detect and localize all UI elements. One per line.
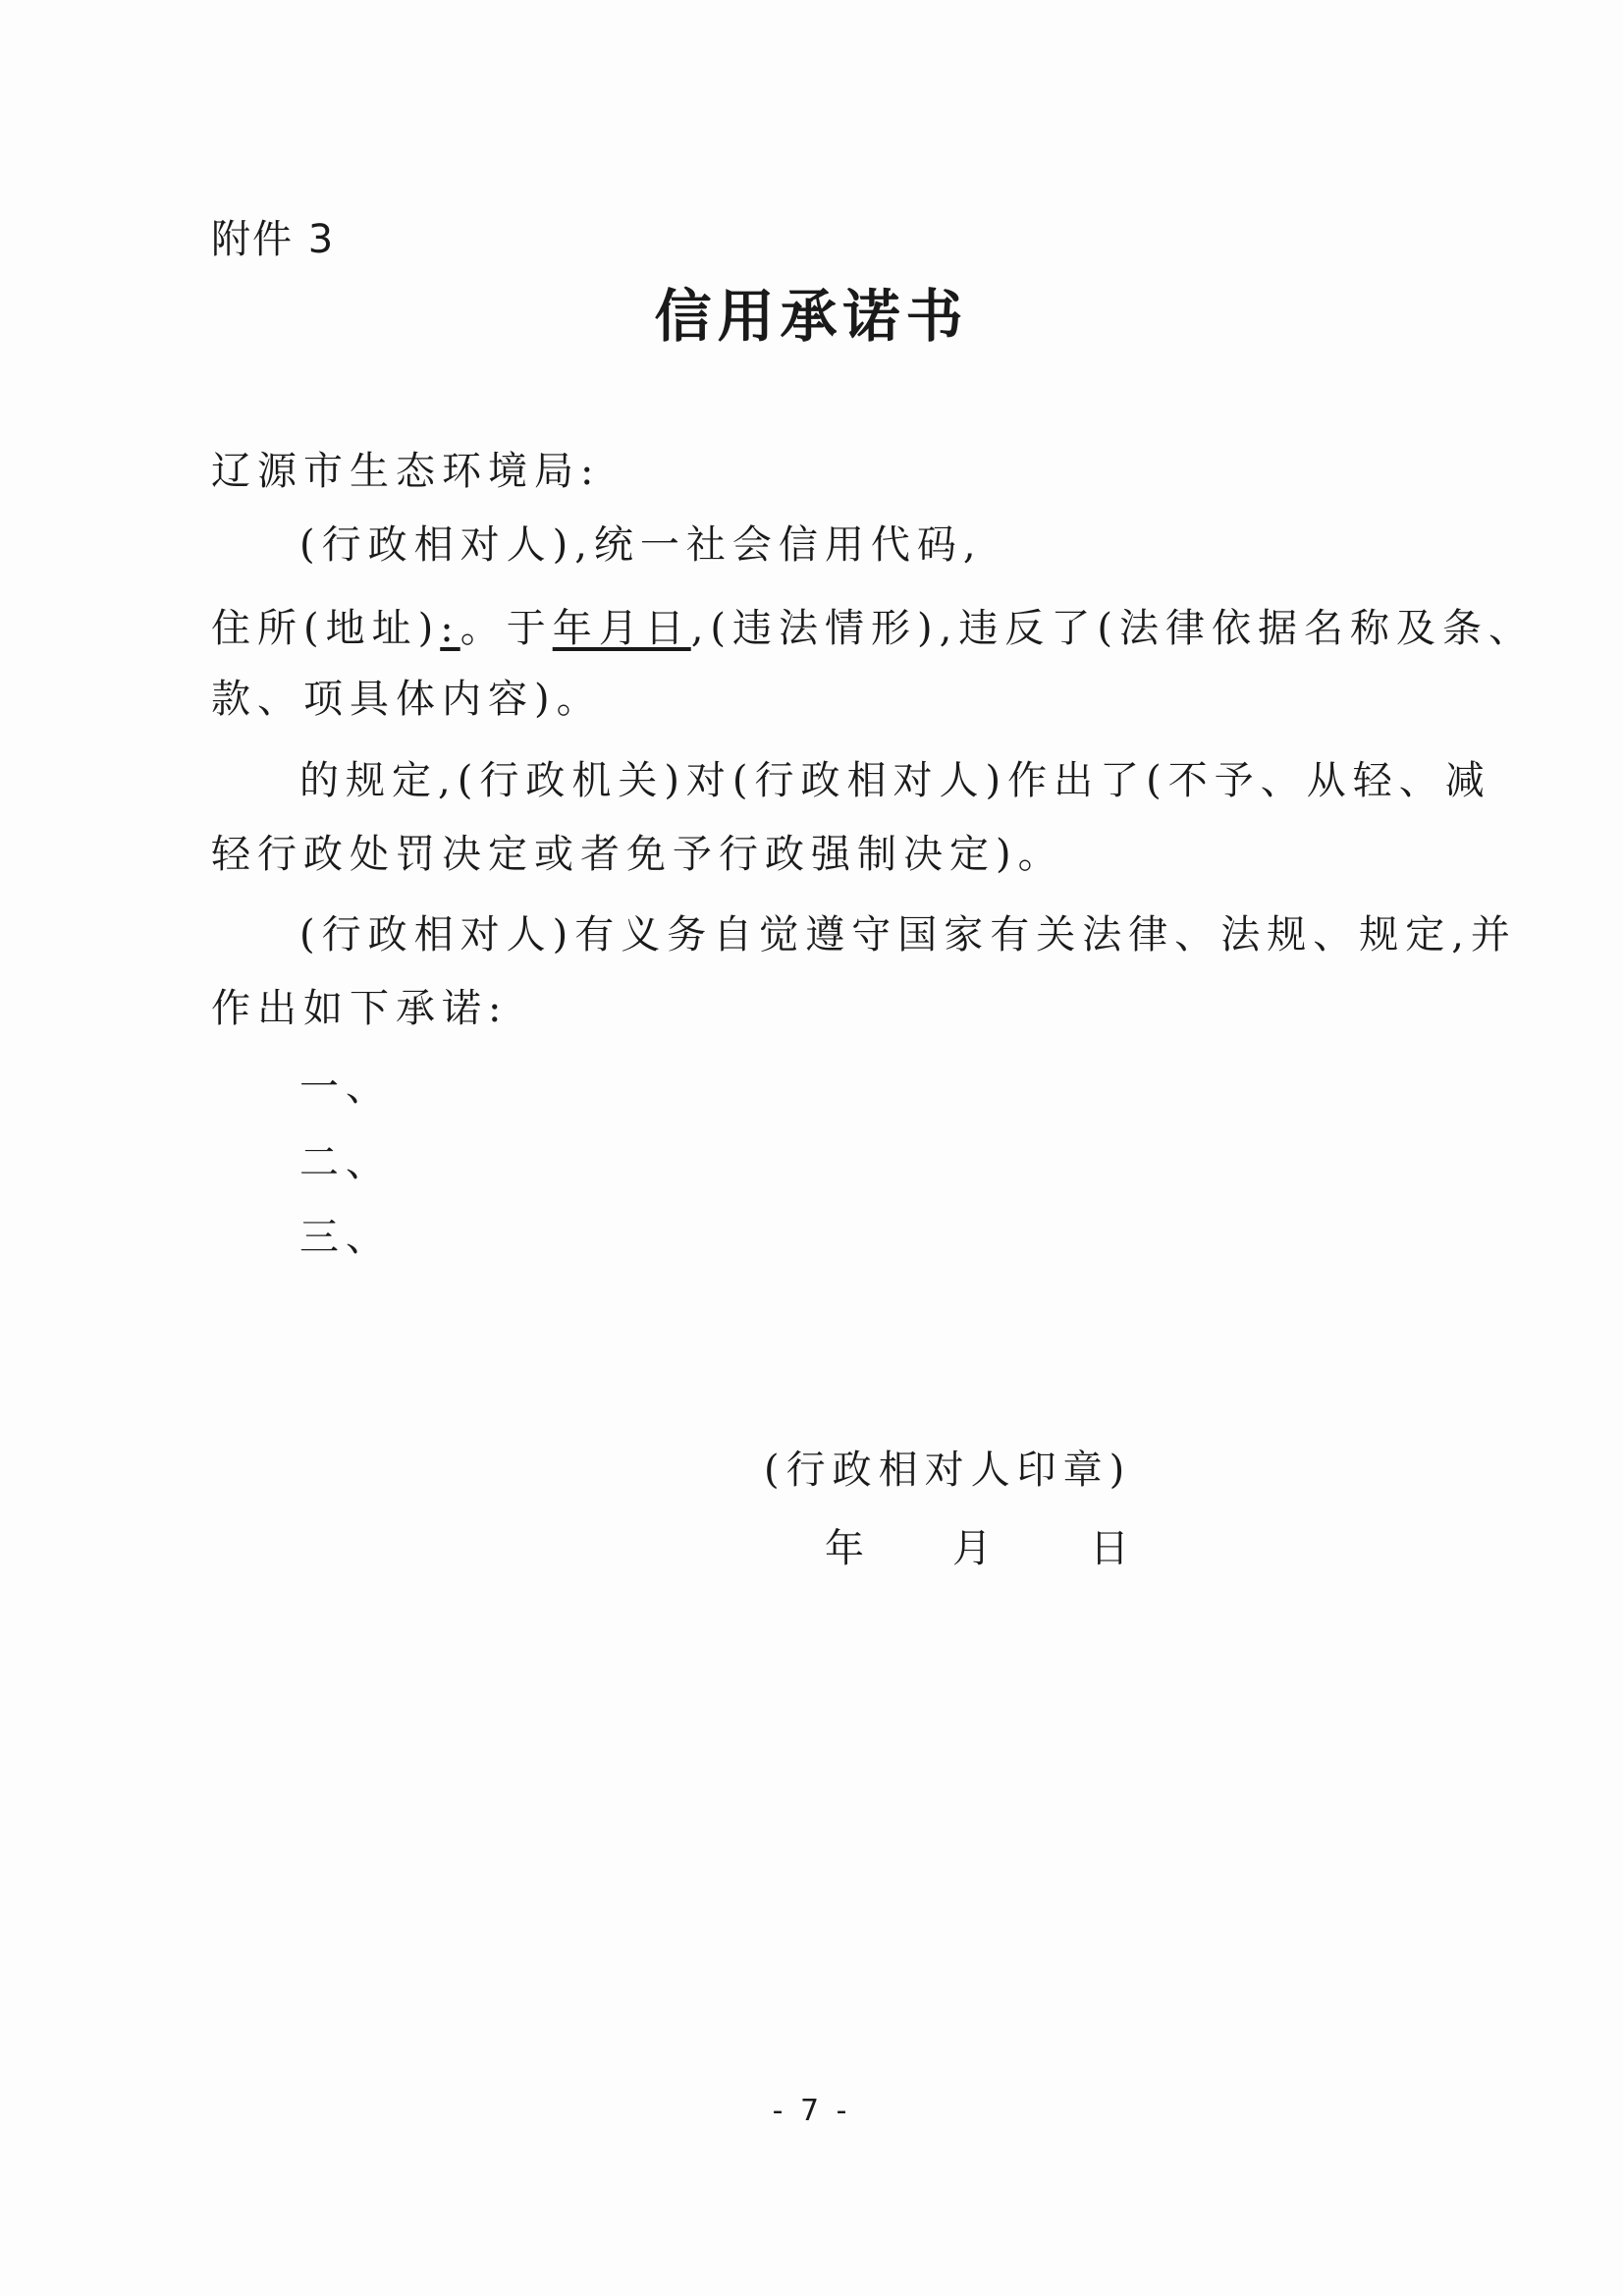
paragraph-line-3: 款、项具体内容)。 bbox=[211, 677, 603, 722]
date-day: 日 bbox=[1090, 1526, 1129, 1571]
date-year: 年 bbox=[825, 1526, 864, 1571]
date-month: 月 bbox=[952, 1526, 992, 1571]
document-title: 信用承诺书 bbox=[654, 283, 969, 350]
paragraph-line-4: 的规定,(行政机关)对(行政相对人)作出了(不予、从轻、减 bbox=[299, 758, 1491, 803]
commitment-item-3: 三、 bbox=[299, 1215, 392, 1260]
paragraph-line-7: 作出如下承诺: bbox=[211, 986, 509, 1031]
address-colon: : bbox=[440, 606, 460, 651]
violation-text: ,(违法情形),违反了(法律依据名称及条、 bbox=[690, 606, 1535, 651]
paragraph-line-5: 轻行政处罚决定或者免予行政强制决定)。 bbox=[211, 832, 1064, 877]
page-number: - 7 - bbox=[772, 2094, 851, 2128]
paragraph-line-6: (行政相对人)有义务自觉遵守国家有关法律、法规、规定,并 bbox=[299, 912, 1517, 957]
letter-body bbox=[211, 0, 1535, 1277]
addressee: 辽源市生态环境局: bbox=[211, 449, 601, 494]
seal-placeholder: (行政相对人印章) bbox=[764, 1448, 1132, 1493]
commitment-item-1: 一、 bbox=[299, 1065, 392, 1110]
address-label: 住所(地址) bbox=[211, 606, 441, 651]
date-prefix: 。于 bbox=[460, 606, 553, 651]
commitment-item-2: 二、 bbox=[299, 1140, 392, 1185]
paragraph-line-2 bbox=[211, 597, 1535, 653]
date-blank: 年月日 bbox=[552, 606, 691, 651]
paragraph-line-1: (行政相对人),统一社会信用代码, bbox=[299, 522, 983, 568]
attachment-label: 附件 3 bbox=[211, 217, 336, 262]
